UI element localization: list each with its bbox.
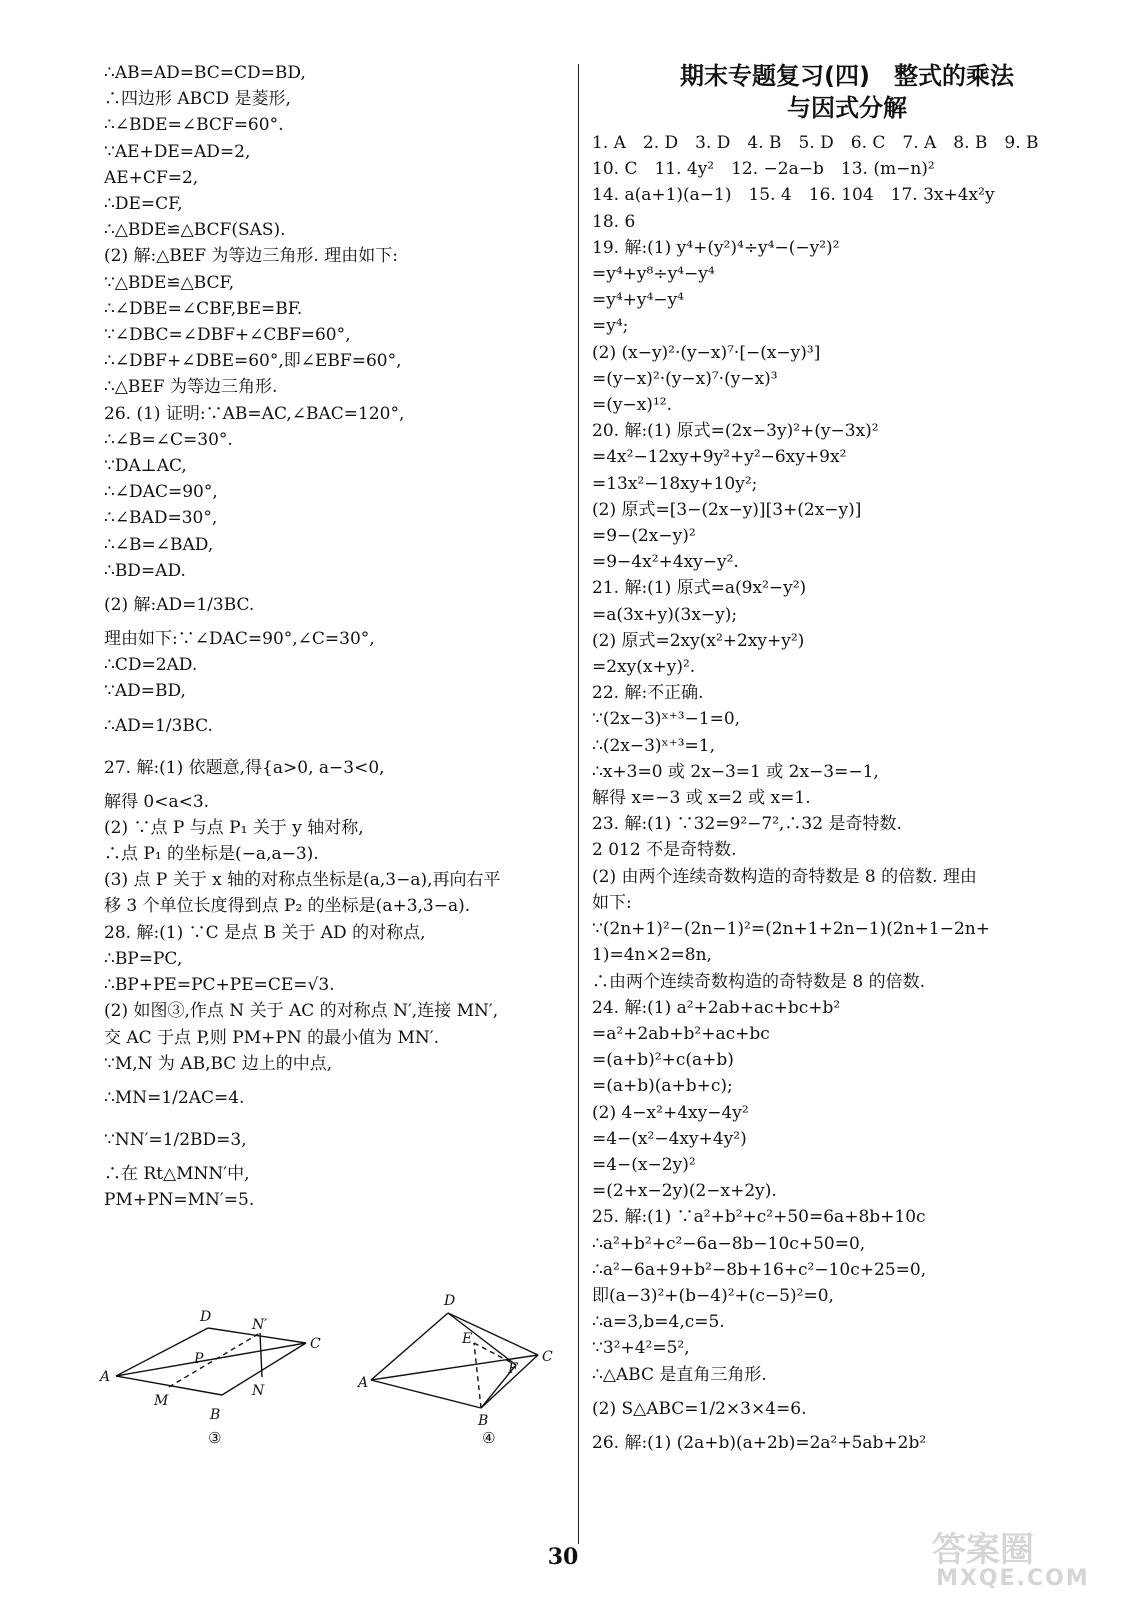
- text-line: ∴∠B=∠C=30°.: [104, 429, 233, 450]
- text-line: 解得 0<a<3.: [104, 791, 210, 812]
- text-line: 26. 解:(1) (2a+b)(a+2b)=2a²+5ab+2b²: [592, 1432, 927, 1453]
- fig4-label-C: C: [542, 1349, 553, 1365]
- section-title-line-2: 与因式分解: [787, 94, 907, 122]
- text-line: =y⁴;: [592, 316, 629, 337]
- text-line: ∴在 Rt△MNN′中,: [104, 1163, 250, 1184]
- text-line: =2xy(x+y)².: [592, 657, 696, 678]
- text-line: =a(3x+y)(3x−y);: [592, 604, 738, 625]
- text-line: ∴∠B=∠BAD,: [104, 534, 214, 555]
- text-line: ∴点 P₁ 的坐标是(−a,a−3).: [104, 844, 319, 865]
- text-line: ∴BP=PC,: [104, 948, 183, 969]
- right-column: [592, 60, 1102, 1456]
- text-line: 理由如下:∵∠DAC=90°,∠C=30°,: [104, 629, 375, 650]
- text-line: 10. C 11. 4y² 12. −2a−b 13. (m−n)²: [592, 159, 935, 180]
- text-line: (2) 由两个连续奇数构造的奇特数是 8 的倍数. 理由: [592, 866, 977, 887]
- text-line: 21. 解:(1) 原式=a(9x²−y²): [592, 578, 807, 599]
- fig3-label-P: P: [194, 1351, 204, 1367]
- fig3-label-C: C: [310, 1336, 321, 1352]
- text-line: ∴△ABC 是直角三角形.: [592, 1364, 767, 1385]
- text-line: 解得 x=−3 或 x=2 或 x=1.: [592, 788, 811, 809]
- text-line: =y⁴+y⁴−y⁴: [592, 290, 684, 311]
- text-line: =9−4x²+4xy−y².: [592, 552, 739, 573]
- text-line: 1. A 2. D 3. D 4. B 5. D 6. C 7. A 8. B 9. B: [592, 133, 1039, 153]
- fig3-caption: ③: [208, 1429, 222, 1447]
- fig3-label-A: A: [100, 1369, 111, 1385]
- text-line: (2) 如图③,作点 N 关于 AC 的对称点 N′,连接 MN′,: [104, 1001, 499, 1022]
- text-line: ∴x+3=0 或 2x−3=1 或 2x−3=−1,: [592, 761, 879, 782]
- watermark-bottom: MXQE.COM: [936, 1566, 1090, 1591]
- text-line: (2) 解:△BEF 为等边三角形. 理由如下:: [104, 246, 398, 267]
- text-line: ∵AD=BD,: [104, 681, 186, 702]
- text-line: ∵3²+4²=5²,: [592, 1338, 690, 1359]
- text-line: (2) S△ABC=1/2×3×4=6.: [592, 1398, 807, 1419]
- text-line: =(a+b)²+c(a+b): [592, 1050, 734, 1071]
- geometry-figures: [96, 1283, 566, 1453]
- watermark-logo: [922, 1518, 1122, 1596]
- text-line: 25. 解:(1) ∵a²+b²+c²+50=6a+8b+10c: [592, 1207, 926, 1228]
- text-line: =y⁴+y⁸÷y⁴−y⁴: [592, 264, 715, 285]
- text-line: =(y−x)¹².: [592, 395, 672, 416]
- left-column: [104, 60, 574, 1213]
- text-line: 即(a−3)²+(b−4)²+(c−5)²=0,: [592, 1285, 834, 1306]
- text-line: ∴∠DAC=90°,: [104, 482, 218, 503]
- text-line: ∴∠BAD=30°,: [104, 508, 218, 529]
- text-line: ∴∠BDE=∠BCF=60°.: [104, 115, 284, 136]
- text-line: ∴a²+b²+c²−6a−8b−10c+50=0,: [592, 1233, 866, 1254]
- text-line: ∴△BDE≌△BCF(SAS).: [104, 220, 286, 241]
- text-line: ∵∠DBC=∠DBF+∠CBF=60°,: [104, 325, 351, 346]
- text-line: AE+CF=2,: [104, 167, 199, 188]
- fig3-label-B: B: [210, 1407, 221, 1423]
- section-title: 期末专题复习(四) 整式的乘法: [680, 62, 1014, 90]
- text-line: =9−(2x−y)²: [592, 526, 696, 547]
- page-number: 30: [547, 1544, 579, 1570]
- fig4-caption: ④: [482, 1429, 496, 1447]
- fig3-label-N: N: [252, 1383, 265, 1399]
- text-line: ∵M,N 为 AB,BC 边上的中点,: [104, 1053, 333, 1074]
- text-line: =4x²−12xy+9y²+y²−6xy+9x²: [592, 447, 847, 468]
- text-line: 1)=4n×2=8n,: [592, 945, 712, 966]
- text-line: 18. 6: [592, 211, 636, 232]
- text-line: 14. a(a+1)(a−1) 15. 4 16. 104 17. 3x+4x²y: [592, 185, 995, 206]
- fig4-label-E: E: [462, 1331, 473, 1347]
- text-line: (2) 原式=2xy(x²+2xy+y²): [592, 630, 805, 651]
- text-line: ∴四边形 ABCD 是菱形,: [104, 89, 291, 110]
- text-line: ∴BD=AD.: [104, 560, 186, 581]
- text-line: ∴AD=1/3BC.: [104, 715, 213, 736]
- text-line: ∴△BEF 为等边三角形.: [104, 377, 278, 398]
- text-line: =a²+2ab+b²+ac+bc: [592, 1023, 770, 1044]
- text-line: 交 AC 于点 P,则 PM+PN 的最小值为 MN′.: [104, 1027, 440, 1048]
- text-line: ∴∠DBF+∠DBE=60°,即∠EBF=60°,: [104, 351, 402, 372]
- text-line: ∴∠DBE=∠CBF,BE=BF.: [104, 298, 303, 319]
- fig3-label-M: M: [154, 1393, 169, 1409]
- text-line: ∵△BDE≌△BCF,: [104, 272, 235, 293]
- text-line: =13x²−18xy+10y²;: [592, 473, 758, 494]
- text-line: ∴a²−6a+9+b²−8b+16+c²−10c+25=0,: [592, 1259, 927, 1280]
- fig3-label-Np: N′: [252, 1317, 268, 1333]
- text-line: ∴DE=CF,: [104, 194, 183, 215]
- text-line: ∴由两个连续奇数构造的奇特数是 8 的倍数.: [592, 971, 926, 992]
- text-line: 19. 解:(1) y⁴+(y²)⁴÷y⁴−(−y²)²: [592, 237, 840, 258]
- text-line: ∵AE+DE=AD=2,: [104, 141, 251, 162]
- text-line: 26. (1) 证明:∵AB=AC,∠BAC=120°,: [104, 403, 405, 424]
- column-divider: [578, 64, 579, 1544]
- text-line: ∴CD=2AD.: [104, 655, 198, 676]
- text-line: (2) 原式=[3−(2x−y)][3+(2x−y)]: [592, 499, 862, 520]
- text-line: =4−(x−2y)²: [592, 1154, 696, 1175]
- text-line: 2 012 不是奇特数.: [592, 840, 737, 861]
- text-line: ∴AB=AD=BC=CD=BD,: [104, 63, 306, 83]
- fig4-label-B: B: [478, 1413, 489, 1429]
- fig4-label-A: A: [358, 1375, 369, 1391]
- fig4-label-D: D: [444, 1293, 456, 1309]
- text-line: =4−(x²−4xy+4y²): [592, 1128, 747, 1149]
- text-line: 24. 解:(1) a²+2ab+ac+bc+b²: [592, 997, 841, 1018]
- text-line: ∵DA⊥AC,: [104, 456, 187, 477]
- text-line: =(y−x)²·(y−x)⁷·(y−x)³: [592, 368, 778, 389]
- text-line: ∵(2x−3)ˣ⁺³−1=0,: [592, 709, 741, 730]
- text-line: (2) (x−y)²·(y−x)⁷·[−(x−y)³]: [592, 342, 821, 363]
- text-line: ∵(2n+1)²−(2n−1)²=(2n+1+2n−1)(2n+1−2n+: [592, 919, 990, 940]
- text-line: ∴a=3,b=4,c=5.: [592, 1312, 725, 1333]
- text-line: 如下:: [592, 892, 632, 913]
- text-line: ∴(2x−3)ˣ⁺³=1,: [592, 735, 716, 756]
- fig4-label-F: F: [508, 1361, 518, 1377]
- text-line: ∴BP+PE=PC+PE=CE=√3.: [104, 975, 335, 996]
- text-line: PM+PN=MN′=5.: [104, 1190, 255, 1211]
- text-line: 移 3 个单位长度得到点 P₂ 的坐标是(a+3,3−a).: [104, 896, 471, 917]
- text-line: =(2+x−2y)(2−x+2y).: [592, 1181, 777, 1202]
- text-line: (2) 解:AD=1/3BC.: [104, 595, 255, 616]
- text-line: 23. 解:(1) ∵32=9²−7²,∴32 是奇特数.: [592, 814, 902, 835]
- fig3-label-D: D: [200, 1309, 212, 1325]
- text-line: 27. 解:(1) 依题意,得{a>0, a−3<0,: [104, 757, 385, 778]
- text-line: ∴MN=1/2AC=4.: [104, 1087, 245, 1108]
- text-line: (3) 点 P 关于 x 轴的对称点坐标是(a,3−a),再向右平: [104, 870, 501, 891]
- text-line: 20. 解:(1) 原式=(2x−3y)²+(y−3x)²: [592, 421, 879, 442]
- text-line: ∵NN′=1/2BD=3,: [104, 1129, 247, 1150]
- text-line: 22. 解:不正确.: [592, 683, 704, 704]
- text-line: (2) ∵点 P 与点 P₁ 关于 y 轴对称,: [104, 817, 364, 838]
- watermark-top: 答案圈: [932, 1530, 1034, 1570]
- text-line: =(a+b)(a+b+c);: [592, 1076, 733, 1097]
- text-line: 28. 解:(1) ∵C 是点 B 关于 AD 的对称点,: [104, 922, 426, 943]
- text-line: (2) 4−x²+4xy−4y²: [592, 1102, 749, 1123]
